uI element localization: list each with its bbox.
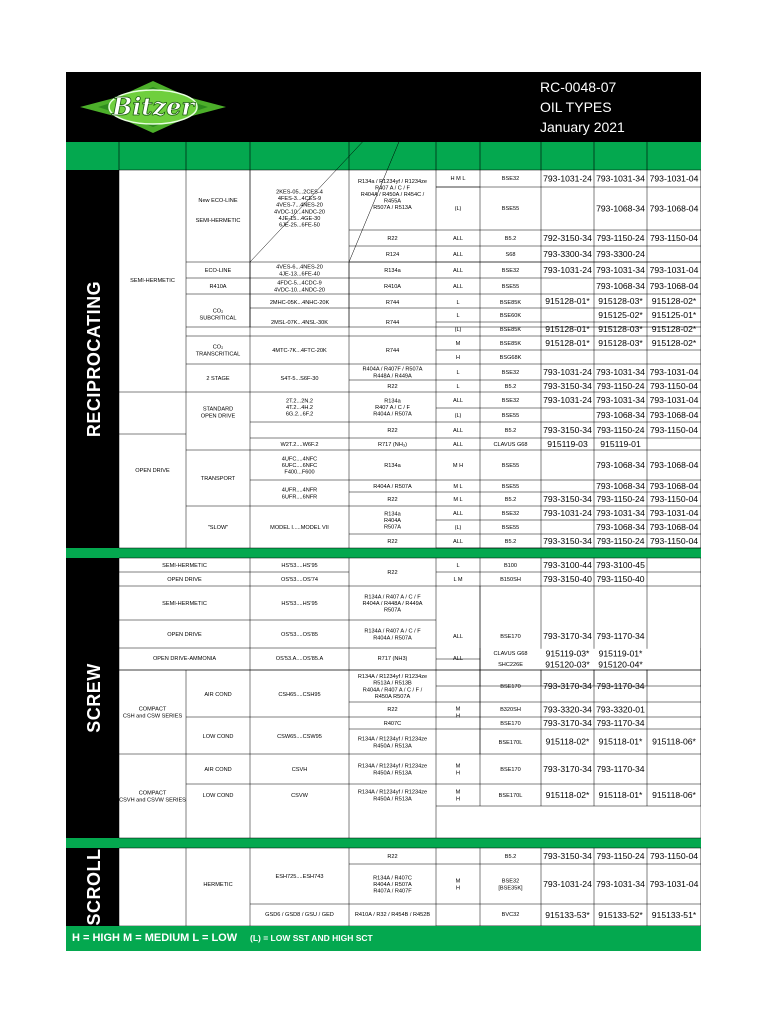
cell-text: B100 <box>503 562 518 569</box>
part-number-3: 915128-02* <box>651 324 697 335</box>
cell-text: BSE85K <box>499 299 522 306</box>
cell-text: ALL <box>453 655 463 662</box>
cell-text: R134A / R1234yf / R1234ze R450A / R513A <box>357 763 428 777</box>
part-number-3: 915118-06* <box>652 790 696 801</box>
cell-text: L <box>456 562 460 569</box>
part-number-1: 915128-01* <box>545 296 590 307</box>
label-standard-open-drive: STANDARD OPEN DRIVE <box>200 406 236 420</box>
cell-text: 2MSL-07K...4NSL-30K <box>271 319 328 326</box>
cell-text: 2T.2...2N.2 4T.2...4H.2 6G.2...6F.2 <box>285 398 314 418</box>
part-number-2: 793-3300-24 <box>596 249 645 260</box>
part-number-1: 793-3170-34 <box>543 718 592 729</box>
part-number-2: 915119-01* <box>598 648 643 659</box>
cell-text: M H <box>452 462 464 469</box>
cell-text: OS'53.A....OS'85.A <box>275 655 324 662</box>
label-slow: "SLOW" <box>207 524 229 531</box>
part-number-2: 915128-03* <box>598 296 643 307</box>
legend-note: (L) = LOW SST AND HIGH SCT <box>250 933 373 943</box>
cell-text: ALL <box>453 235 463 242</box>
part-number-1: 915118-02* <box>545 790 590 801</box>
part-number-2: 793-1068-34 <box>596 203 645 214</box>
part-number-3: 793-1068-04 <box>649 481 699 492</box>
part-number-2: 915118-01* <box>598 736 643 747</box>
cell-text: CSH65....CSH95 <box>278 691 321 698</box>
cell-text: BSE170L <box>498 792 523 799</box>
part-number-3: 793-1150-04 <box>649 233 699 244</box>
cell-text: BSE170 <box>500 720 521 727</box>
cell-text: (L) <box>454 524 462 531</box>
cell-text: ALL <box>453 510 463 517</box>
part-number-2: 793-1031-34 <box>596 508 645 519</box>
cell-text: TRANSPORT <box>200 475 236 482</box>
part-number-3: 915128-02* <box>651 296 697 307</box>
part-number-1: 915133-53* <box>545 910 590 921</box>
part-number-2: 793-3100-45 <box>596 560 645 571</box>
part-number-1: 793-1031-24 <box>543 508 592 519</box>
hml: H M L <box>450 175 466 182</box>
cell-text: BSE55 <box>501 412 520 419</box>
cell-text: R410A <box>209 283 227 290</box>
part-number-1: 793-3320-34 <box>543 704 592 715</box>
legend-footer <box>66 926 701 951</box>
cell-text: BSE32 <box>501 510 520 517</box>
cell-text: M L <box>453 483 463 490</box>
cell-text: OS'53....OS'74 <box>281 576 318 583</box>
oil-type: BSE32 <box>501 175 520 182</box>
cell-text: M H <box>455 706 461 720</box>
cell-text: BSE60K <box>499 312 522 319</box>
cell-text: R134A / R407C R404A / R507A R407A / R407F <box>373 875 412 895</box>
cell-text: L M <box>453 576 463 583</box>
part-number-1: 793-3170-34 <box>543 631 592 642</box>
cell-text: ALL <box>453 267 463 274</box>
part-number-1: 793-3150-34 <box>543 494 592 505</box>
cell-text: R134A / R407 A / C / F R404A / R507A <box>364 628 421 642</box>
part-number-2: 793-1031-34 <box>596 879 645 890</box>
cell-text: BSE32 <box>501 267 520 274</box>
cell-text: GSD6 / GSD8 / GSU / GED <box>265 911 334 918</box>
part-number-3: 915118-06* <box>652 736 696 747</box>
refrigerants: R134a / R1234yf / R1234ze R407 A / C / F R404A / R450A / R454C / R455A R507A / R513A <box>357 178 428 212</box>
cell-text: R410A <box>383 283 402 290</box>
cell-text: CLAVUS G68 <box>493 441 528 448</box>
cell-text: SHC226E <box>498 661 523 668</box>
cell-text: R407C <box>383 720 402 727</box>
part-number-1: 793-3170-34 <box>543 764 592 775</box>
cell-text: BSE170 <box>500 633 521 640</box>
part-number-3: 793-1068-04 <box>649 281 699 292</box>
part-number-1: 915120-03* <box>545 659 590 670</box>
cell-text: W2T.2....W6F.2 <box>280 441 319 448</box>
cell-text: R22 <box>387 706 398 713</box>
cell-text: OPEN DRIVE-AMMONIA <box>152 655 217 662</box>
cell-text: SEMI-HERMETIC <box>162 562 207 569</box>
cell-text: L <box>456 383 460 390</box>
cell-text: (L) <box>454 412 462 419</box>
part-number-1: 793-3150-34 <box>543 851 592 862</box>
doc-title: OIL TYPES <box>540 99 612 115</box>
part-number-2: 793-1150-24 <box>596 425 645 436</box>
cell-text: R22 <box>387 496 398 503</box>
cell-text: BVC32 <box>501 911 520 918</box>
part-number-3: 793-1150-04 <box>649 494 699 505</box>
part-number-2: 793-1068-34 <box>596 410 645 421</box>
cell-text: CSW65....CSW95 <box>277 733 322 740</box>
cell-text: R404A / R407F / R507A R448A / R449A <box>362 366 423 380</box>
part-number-3: 793-1068-04 <box>649 522 699 533</box>
label-open-drive-group: OPEN DRIVE <box>135 467 170 474</box>
part-number-3: 915125-01* <box>651 310 697 321</box>
cell-text: 4FDC-5...4CDC-9 4VDC-10...4NDC-20 <box>274 280 325 294</box>
part-number-3: 793-1031-04 <box>649 265 699 276</box>
cell-text: L <box>456 312 460 319</box>
part-number-3: 793-1150-04 <box>649 851 699 862</box>
cell-text: R134A / R407 A / C / F R404A / R448A / R449A R507A <box>362 594 423 614</box>
part-number-1: 793-3150-40 <box>543 574 592 585</box>
part-number-2: 793-1170-34 <box>596 764 645 775</box>
cell-text: B5.2 <box>504 235 517 242</box>
cell-text: ALL <box>453 441 463 448</box>
cell-text: HERMETIC <box>203 881 233 888</box>
part-number-2: 793-1031-34 <box>596 173 645 184</box>
cell-text: L <box>456 369 460 376</box>
part-number-2: 915118-01* <box>598 790 643 801</box>
cell-text: HS'53....HS'95 <box>281 562 318 569</box>
part-number-1: 793-1031-24 <box>543 265 592 276</box>
cell-text: H <box>455 354 461 361</box>
cell-text: ALL <box>453 427 463 434</box>
cell-text: ALL <box>453 633 463 640</box>
cell-text: 4UFR....4NFR 6UFR....6NFR <box>281 487 318 501</box>
models: 2KES-05...2CES-4 4FES-3...4CES-9 4VES-7...4NES-20 4VDC-10...4NDC-20 4JE-15...4GE-30 6JE-25...6FE-50 <box>274 189 325 229</box>
part-number-2: 915119-01 <box>600 439 641 450</box>
part-number-2: 793-1068-34 <box>596 281 645 292</box>
cell-text: B320SH <box>500 706 521 713</box>
part-number-2: 793-1068-34 <box>596 481 645 492</box>
part-number-2: 915125-02* <box>598 310 643 321</box>
cell-text: R22 <box>387 427 398 434</box>
oil-table <box>66 72 701 951</box>
part-number-1: 915128-01* <box>545 324 590 335</box>
cell-text: B5.2 <box>504 427 517 434</box>
cell-text: M H <box>455 878 461 892</box>
cell-text: B150SH <box>500 576 521 583</box>
cell-text: M L <box>453 496 463 503</box>
part-number-2: 793-1150-24 <box>596 494 645 505</box>
cell-text: 2 STAGE <box>206 375 230 382</box>
cell-text: BSE85K <box>499 326 522 333</box>
part-number-3: 915133-51* <box>651 910 697 921</box>
cell-text: BSE55 <box>501 462 520 469</box>
part-number-3: 793-1150-04 <box>649 425 699 436</box>
label-co2-transcritical: CO₂ TRANSCRITICAL <box>195 344 241 358</box>
cell-text: CLAVUS G68 <box>493 650 528 657</box>
cell-text: R22 <box>387 383 398 390</box>
cell-text: R410A / R32 / R454B / R452B <box>354 911 431 918</box>
cell-text: R717 (NH3) <box>377 655 408 662</box>
cell-text: R744 <box>385 299 400 306</box>
cell-text: OPEN DRIVE <box>167 576 202 583</box>
part-number-2: 793-1170-34 <box>596 681 645 692</box>
cell-text: M <box>455 340 461 347</box>
cell-text: R134A / R1234yf / R1234ze R513A / R513B R404A / R407 A / C / F / R450A R507A <box>357 674 428 700</box>
cell-text: AIR COND <box>204 691 232 698</box>
part-number-1: 793-3170-34 <box>543 681 592 692</box>
part-number-3: 915128-02* <box>651 338 697 349</box>
label-compact-csvh: COMPACT CSVH and CSVW SERIES <box>119 790 186 804</box>
part-number-1: 793-1031-24 <box>543 173 592 184</box>
cell-text: BSE170 <box>500 683 521 690</box>
cell-text: SEMI-HERMETIC <box>162 600 207 607</box>
cell-text: MODEL I.....MODEL VII <box>270 524 329 531</box>
cell-text: BSE170 <box>500 766 521 773</box>
part-number-1: 793-1031-24 <box>543 395 592 406</box>
part-number-1: 915119-03 <box>547 439 588 450</box>
cell-text: LOW COND <box>202 733 234 740</box>
cell-text: LOW COND <box>202 792 234 799</box>
part-number-2: 793-1031-34 <box>596 265 645 276</box>
cell-text: B5.2 <box>504 496 517 503</box>
part-number-2: 793-1031-34 <box>596 395 645 406</box>
cell-text: BSE32 [BSE35K] <box>498 878 523 892</box>
cell-text: S4T-5...S6F-30 <box>280 375 319 382</box>
cell-text: R717 (NH₃) <box>377 441 408 448</box>
part-number-3: 793-1031-04 <box>649 508 699 519</box>
cell-text: M H <box>455 763 461 777</box>
cell-text: R744 <box>385 319 400 326</box>
cell-text: 4MTC-7K...4FTC-20K <box>272 347 327 354</box>
label-new-eco-line: New ECO-LINE <box>198 197 238 204</box>
part-number-1: 915128-01* <box>545 338 590 349</box>
label-compact-csh: COMPACT CSH and CSW SERIES <box>122 706 183 720</box>
cell-text: R744 <box>385 347 400 354</box>
cell-text: R22 <box>387 235 398 242</box>
oil-type: BSE55 <box>501 205 520 212</box>
cell-text: BSE55 <box>501 483 520 490</box>
cell-text: ESH725....ESH743 <box>275 873 324 880</box>
doc-date: January 2021 <box>540 119 625 135</box>
cell-text: B5.2 <box>504 383 517 390</box>
cell-text: OS'53....OS'85 <box>281 631 318 638</box>
section-screw: SCREW <box>84 663 104 733</box>
part-number-2: 793-1068-34 <box>596 522 645 533</box>
cell-text: BSE85K <box>499 340 522 347</box>
part-number-2: 915128-03* <box>598 338 643 349</box>
part-number-2: 793-1170-34 <box>596 631 645 642</box>
label-semi-hermetic: SEMI-HERMETIC <box>195 217 241 224</box>
cell-text: BSE55 <box>501 524 520 531</box>
part-number-3: 793-1150-04 <box>649 381 699 392</box>
cell-text: R134a <box>384 267 401 274</box>
oil-types-sheet <box>66 72 701 951</box>
legend-main: H = HIGH M = MEDIUM L = LOW <box>72 932 238 944</box>
cell-text: B5.2 <box>504 853 517 860</box>
hml: (L) <box>454 205 462 212</box>
part-number-3: 793-1031-04 <box>649 395 699 406</box>
cell-text: M H <box>455 789 461 803</box>
cell-text: BSE32 <box>501 397 520 404</box>
cell-text: R134A / R1234yf / R1234ze R450A / R513A <box>357 736 428 750</box>
logo-wordmark: Bitzer <box>111 92 195 121</box>
doc-number: RC-0048-07 <box>540 79 617 95</box>
part-number-3: 793-1150-04 <box>649 536 699 547</box>
section-reciprocating: RECIPROCATING <box>84 280 104 438</box>
cell-text: S68 <box>505 251 516 258</box>
part-number-2: 915128-03* <box>598 324 643 335</box>
part-number-3: 793-1031-04 <box>649 367 699 378</box>
part-number-1: 792-3150-34 <box>543 233 592 244</box>
part-number-3: 793-1068-04 <box>649 203 699 214</box>
cell-text: BSE55 <box>501 283 520 290</box>
cell-text: R404A / R507A <box>373 483 412 490</box>
cell-text: AIR COND <box>204 766 232 773</box>
part-number-3: 793-1068-04 <box>649 460 699 471</box>
part-number-2: 793-1150-24 <box>596 381 645 392</box>
cell-text: R22 <box>387 538 398 545</box>
part-number-1: 793-3150-34 <box>543 381 592 392</box>
label-co2-subcritical: CO₂ SUBCRITICAL <box>199 308 237 322</box>
cell-text: ECO-LINE <box>204 267 232 274</box>
cell-text: OPEN DRIVE <box>167 631 202 638</box>
part-number-1: 793-3300-34 <box>543 249 592 260</box>
part-number-2: 793-1031-34 <box>596 367 645 378</box>
part-number-2: 793-1150-40 <box>596 574 645 585</box>
part-number-1: 793-1031-24 <box>543 879 592 890</box>
cell-text: BSE32 <box>501 369 520 376</box>
cell-text: (L) <box>454 326 462 333</box>
label-semi-hermetic-group: SEMI-HERMETIC <box>130 277 175 284</box>
part-number-3: 793-1031-04 <box>649 173 699 184</box>
part-number-1: 915118-02* <box>545 736 590 747</box>
cell-text: CSVW <box>291 792 308 799</box>
cell-text: BSE170L <box>498 739 523 746</box>
part-number-2: 793-3320-01 <box>596 704 645 715</box>
cell-text: ALL <box>453 283 463 290</box>
cell-text: HS'53....HS'95 <box>281 600 318 607</box>
part-number-1: 793-3150-34 <box>543 425 592 436</box>
cell-text: R134a <box>384 462 401 469</box>
part-number-2: 793-1150-24 <box>596 536 645 547</box>
cell-text: R134a R404A R507A <box>383 511 402 531</box>
part-number-3: 793-1031-04 <box>649 879 699 890</box>
part-number-1: 793-3100-44 <box>543 560 592 571</box>
part-number-2: 793-1068-34 <box>596 460 645 471</box>
part-number-1: 793-3150-34 <box>543 536 592 547</box>
cell-text: CSVH <box>291 766 308 773</box>
cell-text: ALL <box>453 538 463 545</box>
cell-text: 4UFC....4NFC 6UFC....6NFC F400...F600 <box>281 456 318 476</box>
part-number-2: 793-1150-24 <box>596 851 645 862</box>
part-number-2: 793-1150-24 <box>596 233 645 244</box>
part-number-2: 915120-04* <box>598 659 643 670</box>
cell-text: BSG68K <box>499 354 522 361</box>
cell-text: L <box>456 299 460 306</box>
part-number-1: 793-1031-24 <box>543 367 592 378</box>
cell-text: B5.2 <box>504 538 517 545</box>
cell-text: 4VES-6...4NES-20 4JE-13...6FE-40 <box>276 264 323 278</box>
cell-text: 2MHC-05K...4NHC-20K <box>269 299 330 306</box>
section-scroll: SCROLL <box>84 848 104 926</box>
cell-text: R134A / R1234yf / R1234ze R450A / R513A <box>357 789 428 803</box>
part-number-3: 793-1068-04 <box>649 410 699 421</box>
cell-text: ALL <box>453 397 463 404</box>
cell-text: R22 <box>387 853 398 860</box>
cell-text: R124 <box>385 251 400 258</box>
cell-text: ALL <box>453 251 463 258</box>
part-number-1: 915119-03* <box>545 648 590 659</box>
cell-text: R22 <box>387 569 398 576</box>
cell-text: R134a R407 A / C / F R404A / R507A <box>373 398 412 418</box>
part-number-2: 793-1170-34 <box>596 718 645 729</box>
part-number-2: 915133-52* <box>598 910 643 921</box>
